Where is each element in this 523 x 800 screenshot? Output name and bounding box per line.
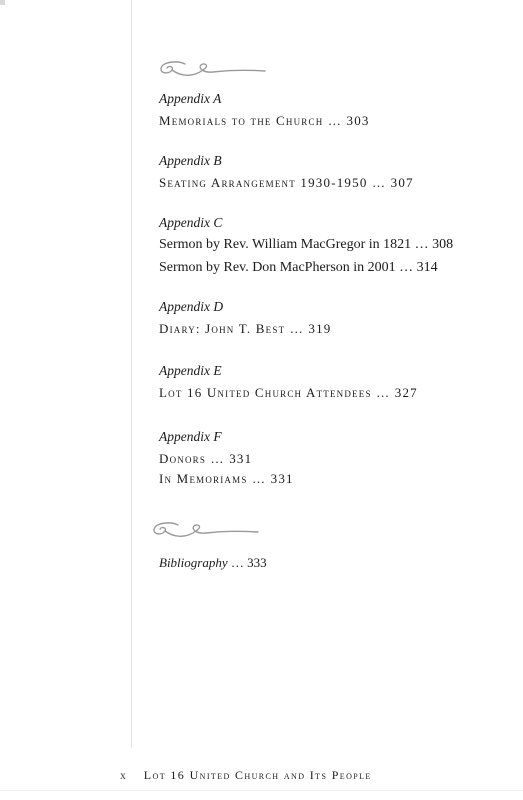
margin-rule — [131, 0, 132, 748]
appendix-a-label: Appendix A — [159, 91, 222, 106]
scan-mark — [0, 0, 5, 5]
running-title: Lot 16 United Church and Its People — [143, 768, 372, 782]
appendix-b-entry — [159, 152, 414, 192]
appendix-a-entry — [159, 90, 370, 130]
page-edge — [0, 790, 523, 791]
appendix-c-entry — [159, 214, 453, 277]
running-footer — [120, 768, 372, 782]
appendix-f-line-2: In Memoriams … 331 — [159, 471, 294, 486]
flourish-icon — [148, 519, 260, 541]
flourish-icon — [155, 58, 267, 80]
bibliography-entry — [159, 554, 267, 572]
appendix-e-entry — [159, 362, 418, 402]
page-number: x — [120, 768, 126, 782]
bibliography-label: Bibliography — [159, 555, 228, 570]
appendix-c-line-2: Sermon by Rev. Don MacPherson in 2001 … 314 — [159, 260, 438, 275]
appendix-b-title: Seating Arrangement 1930-1950 … 307 — [159, 175, 414, 190]
appendix-d-label: Appendix D — [159, 299, 224, 314]
appendix-e-label: Appendix E — [159, 363, 222, 378]
bibliography-page: … 333 — [227, 555, 267, 570]
appendix-d-entry — [159, 298, 331, 338]
appendix-f-entry — [159, 428, 294, 488]
appendix-c-label: Appendix C — [159, 215, 223, 230]
appendix-c-line-1: Sermon by Rev. William MacGregor in 1821 … 308 — [159, 237, 454, 252]
appendix-f-label: Appendix F — [159, 429, 222, 444]
appendix-e-title: Lot 16 United Church Attendees … 327 — [159, 385, 418, 400]
appendix-f-line-1: Donors … 331 — [159, 451, 253, 466]
appendix-a-title: Memorials to the Church … 303 — [159, 113, 370, 128]
appendix-d-title: Diary: John T. Best … 319 — [159, 321, 332, 336]
appendix-b-label: Appendix B — [159, 153, 222, 168]
